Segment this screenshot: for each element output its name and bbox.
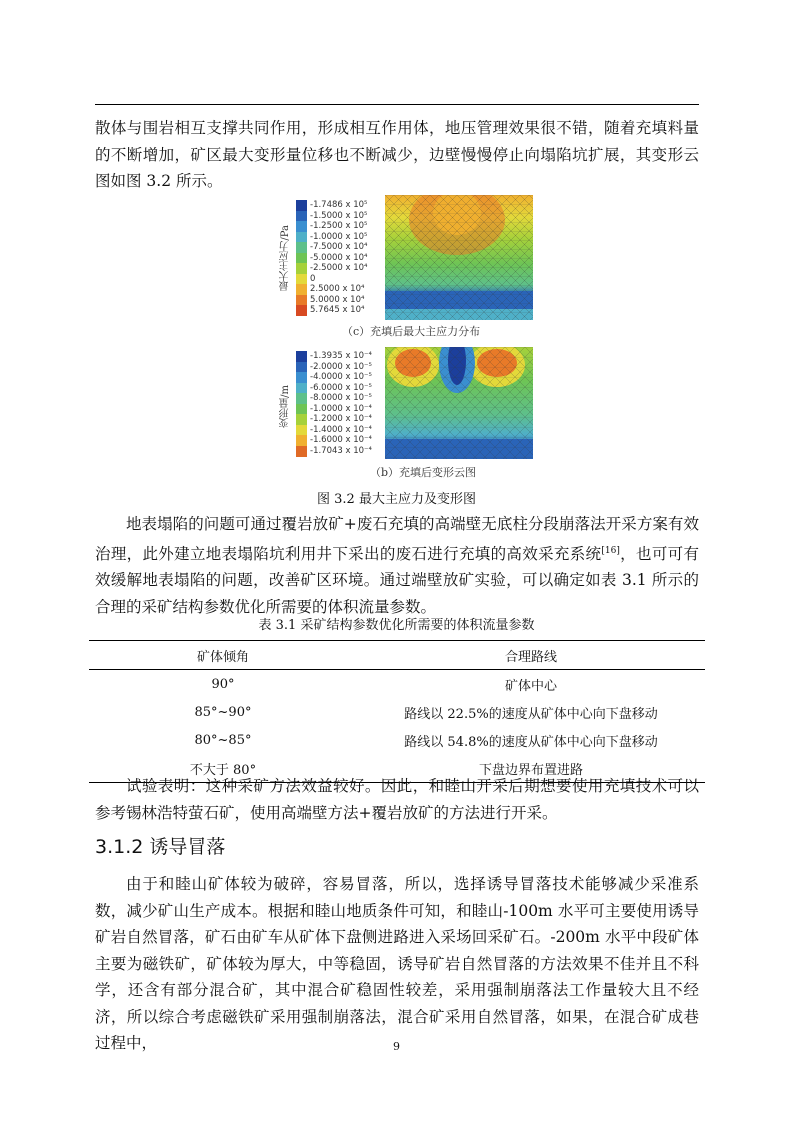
legend-label: 2.5000 x 10⁴ <box>310 284 365 294</box>
legend-swatch <box>296 404 307 415</box>
legend-label: -4.0000 x 10⁻⁵ <box>310 372 372 382</box>
legend-swatch <box>296 284 307 295</box>
parameter-table <box>89 640 705 783</box>
legend-label: -7.5000 x 10⁴ <box>310 242 368 252</box>
legend-swatch <box>296 221 307 232</box>
section-heading: 3.1.2 诱导冒落 <box>95 836 226 858</box>
table-row <box>89 698 705 726</box>
figure-b-caption: （b）充填后变形云图 <box>370 466 477 479</box>
stress-contour-plot <box>385 195 533 320</box>
table-cell: 路线以 54.8%的速度从矿体中心向下盘移动 <box>404 734 658 750</box>
legend-label: 5.7645 x 10⁴ <box>310 305 365 315</box>
legend-swatch <box>296 362 307 373</box>
figure-a <box>278 195 538 345</box>
figure-a-caption: （c）充填后最大主应力分布 <box>342 325 481 338</box>
table-cell: 下盘边界布置进路 <box>357 754 705 783</box>
table-row <box>89 726 705 754</box>
legend-swatch <box>296 200 307 211</box>
paragraph-subsidence <box>95 511 699 620</box>
legend-label: -1.3935 x 10⁻⁴ <box>310 351 372 361</box>
legend-label: -2.5000 x 10⁴ <box>310 263 368 273</box>
legend-swatch <box>296 414 307 425</box>
table-header-dip: 矿体倾角 <box>89 641 357 670</box>
legend-swatch <box>296 232 307 243</box>
legend-label: -2.0000 x 10⁻⁵ <box>310 361 372 372</box>
paragraph-subsidence-part2: ，也可可有效缓解地表塌陷的问题，改善矿区环境。通过端壁放矿实验，可以确定如表 3.1 所示的合理的采矿结构参数优化所需要的体积流量参数。 <box>95 544 699 616</box>
citation-ref: [16] <box>601 545 620 556</box>
table-header-row <box>89 641 705 670</box>
legend-label: -1.4000 x 10⁻⁴ <box>310 424 372 435</box>
paragraph-subsidence-part1: 地表塌陷的问题可通过覆岩放矿+废石充填的高端壁无底柱分段崩落法开采方案有效治理，此外建立地表塌陷坑利用井下采出的废石进行充填的高效采充系统 <box>95 515 699 563</box>
legend-label: -1.2500 x 10⁵ <box>310 221 368 231</box>
legend-label: 0 <box>310 273 316 284</box>
table-cell: 不大于 80° <box>89 754 357 783</box>
legend-swatch <box>296 295 307 306</box>
legend-label: -1.7043 x 10⁻⁴ <box>310 445 372 456</box>
table-cell: 矿体中心 <box>504 678 557 694</box>
table-cell: 90° <box>211 676 235 692</box>
page-number: 9 <box>393 1040 400 1053</box>
legend-swatch <box>296 211 307 222</box>
legend-label: -5.0000 x 10⁴ <box>310 252 368 263</box>
legend-label: -6.0000 x 10⁻⁵ <box>310 382 372 393</box>
legend-label: -8.0000 x 10⁻⁵ <box>310 393 372 403</box>
legend-label: -1.2000 x 10⁻⁴ <box>310 414 372 424</box>
legend-swatch <box>296 435 307 446</box>
figure-a-axis-label: 最大主应力/Pa <box>280 225 291 291</box>
table-cell: 80°~85° <box>194 732 252 748</box>
deformation-contour-plot <box>385 347 533 459</box>
paragraph-conclusion: 试验表明：这种采矿方法效益较好。因此，和睦山开采后期想要使用充填技术可以参考锡林浩特萤石矿，使用高端壁方法+覆岩放矿的方法进行开采。 <box>95 777 699 822</box>
legend-label: -1.5000 x 10⁵ <box>310 210 368 221</box>
figure-caption: 图 3.2 最大主应力及变形图 <box>317 492 476 507</box>
table-row <box>89 670 705 699</box>
table-cell: 85°~90° <box>194 704 252 720</box>
legend-label: -1.6000 x 10⁻⁴ <box>310 435 372 445</box>
header-rule <box>95 104 699 105</box>
legend-label: -1.7486 x 10⁵ <box>310 200 368 210</box>
table-title: 表 3.1 采矿结构参数优化所需要的体积流量参数 <box>258 618 535 633</box>
legend-label: 5.0000 x 10⁴ <box>310 294 365 305</box>
legend-swatch <box>296 305 307 316</box>
legend-swatch <box>296 446 307 457</box>
legend-swatch <box>296 383 307 394</box>
legend-swatch <box>296 253 307 264</box>
legend-swatch <box>296 274 307 285</box>
legend-swatch <box>296 425 307 436</box>
legend-swatch <box>296 242 307 253</box>
legend-swatch <box>296 351 307 362</box>
table-header-route: 合理路线 <box>357 641 705 670</box>
legend-swatch <box>296 393 307 404</box>
legend-swatch <box>296 263 307 274</box>
figure-b-axis-label: 变形量/m <box>280 385 291 428</box>
legend-swatch <box>296 372 307 383</box>
figure-b <box>278 345 538 480</box>
paragraph-intro: 散体与围岩相互支撑共同作用，形成相互作用体，地压管理效果很不错，随着充填料量的不断增加，矿区最大变形量位移也不断减少，边壁慢慢停止向塌陷坑扩展，其变形云图如图 3.2 所示。 <box>95 119 699 190</box>
paragraph-induced-caving: 由于和睦山矿体较为破碎，容易冒落，所以，选择诱导冒落技术能够减少采准系数，减少矿山生产成本。根据和睦山地质条件可知，和睦山-100m 水平可主要使用诱导矿岩自然冒落，矿石由矿车从矿体下盘侧进路进入采场回采矿石。-200m 水平中段矿体主要为磁铁矿，矿体较为厚大，中等稳固，诱导矿岩自然冒落的方法效果不佳并且不科学，还含有部分混合矿，其中混合矿稳固性较差，采用强制崩落法工作量较大且不经济，所以综合考虑磁铁矿采用强制崩落法，混合矿采用自然冒落，如果，在混合矿成巷过程中， <box>95 875 699 1052</box>
legend-label: -1.0000 x 10⁻⁴ <box>310 403 372 414</box>
table-cell: 路线以 22.5%的速度从矿体中心向下盘移动 <box>404 706 658 722</box>
legend-label: -1.0000 x 10⁵ <box>310 231 368 242</box>
